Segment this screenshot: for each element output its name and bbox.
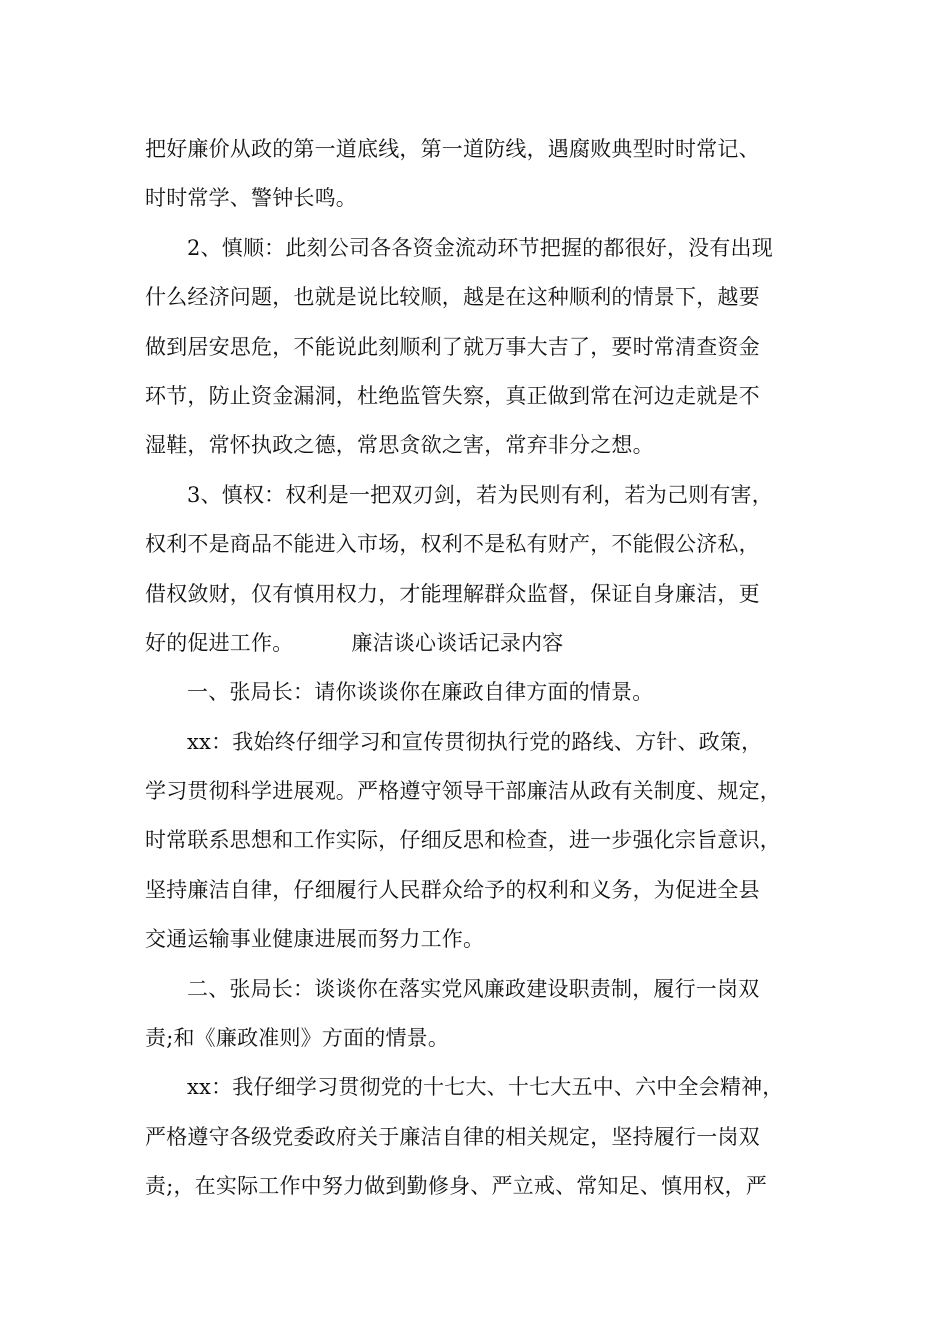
text-line: 把好廉价从政的第一道底线，第一道防线，遇腐败典型时时常记、 <box>145 137 760 161</box>
text-line: 借权敛财，仅有慎用权力，才能理解群众监督，保证自身廉洁，更 <box>145 581 760 606</box>
text-line-end: 好的促进工作。 <box>145 630 294 655</box>
text-line: 湿鞋，常怀执政之德，常思贪欲之害，常弃非分之想。 <box>145 433 654 458</box>
section-heading: 廉洁谈心谈话记录内容 <box>351 630 564 655</box>
text-line: 二、张局长：谈谈你在落实党风廉政建设职责制，履行一岗双 <box>187 976 760 1001</box>
text-line: 什么经济问题，也就是说比较顺，越是在这种顺利的情景下，越要 <box>145 285 760 310</box>
text-line: 责;，在实际工作中努力做到勤修身、严立戒、常知足、慎用权，严 <box>145 1174 768 1199</box>
text-line: 坚持廉洁自律，仔细履行人民群众给予的权利和义务，为促进全县 <box>145 877 760 902</box>
text-line: 时时常学、警钟长鸣。 <box>145 186 357 211</box>
text-line: 责;和《廉政准则》方面的情景。 <box>145 1026 450 1051</box>
document-body <box>145 125 825 1212</box>
text-line: xx：我仔细学习贯彻党的十七大、十七大五中、六中全会精神， <box>187 1075 784 1100</box>
text-line: 权利不是商品不能进入市场，权利不是私有财产，不能假公济私， <box>145 532 760 557</box>
text-line: 学习贯彻科学进展观。严格遵守领导干部廉洁从政有关制度、规定， <box>145 779 781 804</box>
text-line: 交通运输事业健康进展而努力工作。 <box>145 927 485 952</box>
text-line: 3、慎权：权利是一把双刃剑，若为民则有利，若为己则有害， <box>187 482 773 507</box>
text-line: 一、张局长：请你谈谈你在廉政自律方面的情景。 <box>187 680 654 705</box>
text-line: 2、慎顺：此刻公司各各资金流动环节把握的都很好，没有出现 <box>187 235 773 260</box>
text-line: 做到居安思危，不能说此刻顺利了就万事大吉了，要时常清查资金 <box>145 334 760 359</box>
text-line: xx：我始终仔细学习和宣传贯彻执行党的路线、方针、政策， <box>187 729 763 754</box>
text-line: 时常联系思想和工作实际，仔细反思和检查，进一步强化宗旨意识， <box>145 828 781 853</box>
text-line: 严格遵守各级党委政府关于廉洁自律的相关规定，坚持履行一岗双 <box>145 1124 760 1149</box>
text-line: 环节，防止资金漏洞，杜绝监管失察，真正做到常在河边走就是不 <box>145 383 760 408</box>
text-line-with-heading <box>145 619 825 668</box>
